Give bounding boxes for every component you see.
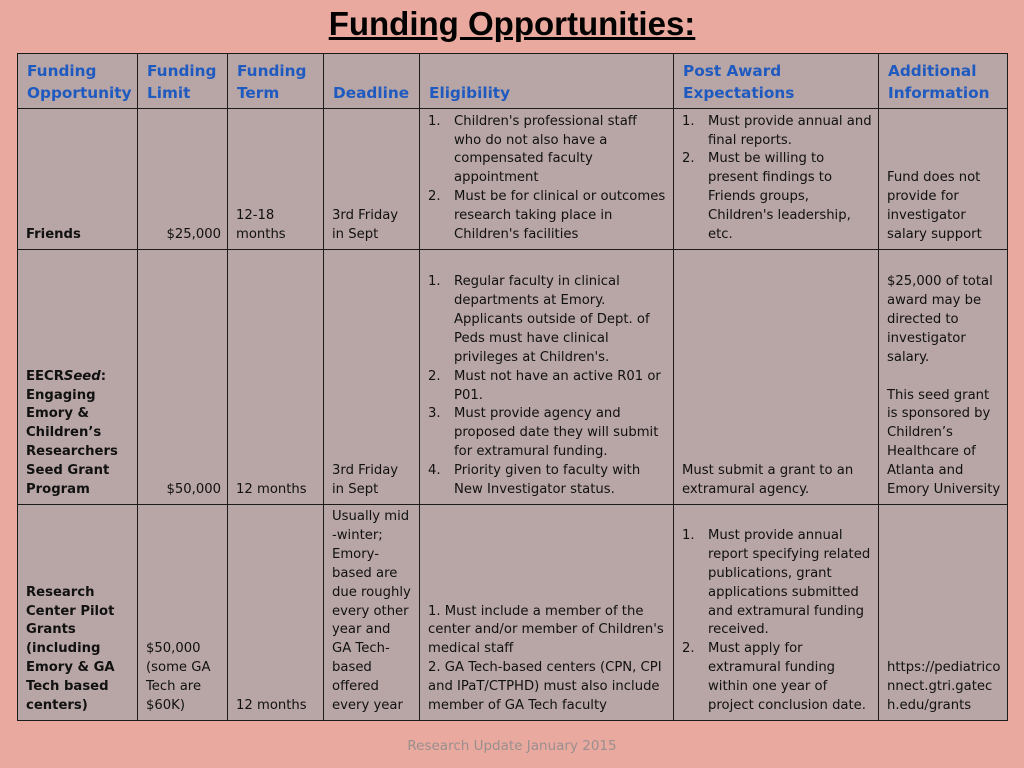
deadline-cell: 3rd Friday in Sept: [324, 250, 420, 505]
page-title: Funding Opportunities:: [328, 5, 696, 42]
header-post-award-expectations: Post Award Expectations: [674, 54, 879, 109]
expectations-cell: [674, 109, 879, 250]
header-row: [18, 54, 1008, 109]
limit-cell: $25,000: [138, 109, 228, 250]
list-item: 2. Must be for clinical or outcomes research taking place in Children's facilities: [428, 189, 666, 243]
term-cell: 12 months: [228, 250, 324, 505]
limit-cell: $50,000 (some GA Tech are $60K): [138, 505, 228, 721]
additional-cell: https://pediatriconnect.gtri.gatech.edu/grants: [879, 505, 1008, 721]
list-item: 1. Must provide annual and final reports.: [682, 113, 872, 148]
list-item: 2. Must not have an active R01 or P01.: [428, 368, 661, 403]
term-cell: 12 months: [228, 505, 324, 721]
expectations-cell: Must submit a grant to an extramural agency.: [674, 250, 879, 505]
list-item: 2. Must apply for extramural funding within one year of project conclusion date.: [682, 641, 866, 714]
funding-table: [17, 53, 1008, 721]
expectations-list: [682, 527, 872, 716]
table-row: [18, 505, 1008, 721]
eligibility-list: [428, 113, 667, 245]
opportunity-cell: EECRSeed: Engaging Emory & Children’s Researchers Seed Grant Program: [18, 250, 138, 505]
opportunity-cell: Research Center Pilot Grants (including Emory & GA Tech based centers): [18, 505, 138, 721]
header-deadline: Deadline: [324, 54, 420, 109]
eligibility-list: [428, 273, 667, 500]
list-item: 4. Priority given to faculty with New Investigator status.: [428, 463, 641, 498]
list-item: 1. Regular faculty in clinical departments at Emory. Applicants outside of Dept. of Peds must have clinical privileges at Children's.: [428, 274, 650, 365]
eligibility-cell: [420, 250, 674, 505]
additional-cell: Fund does not provide for investigator salary support: [879, 109, 1008, 250]
list-item: 1. Children's professional staff who do not also have a compensated faculty appointment: [428, 113, 637, 186]
header-funding-limit: Funding Limit: [138, 54, 228, 109]
list-item: 3. Must provide agency and proposed date they will submit for extramural funding.: [428, 406, 659, 460]
eligibility-item: 2. GA Tech-based centers (CPN, CPI and IPaT/CTPHD) must also include member of GA Tech faculty: [428, 660, 662, 714]
list-item: 1. Must provide annual report specifying related publications, grant applications submitted and extramural funding received.: [682, 527, 871, 638]
term-cell: 12-18 months: [228, 109, 324, 250]
opportunity-cell: Friends: [18, 109, 138, 250]
additional-salary-note: $25,000 of total award may be directed to investigator salary.: [887, 274, 993, 365]
header-funding-term: Funding Term: [228, 54, 324, 109]
table-row: [18, 109, 1008, 250]
footer-text: Research Update January 2015: [407, 738, 617, 754]
table-row: [18, 250, 1008, 505]
additional-sponsor-note: This seed grant is sponsored by Children’s Healthcare of Atlanta and Emory University: [887, 387, 1001, 498]
list-item: 2. Must be willing to present findings to Friends groups, Children's leadership, etc.: [682, 151, 851, 243]
eligibility-cell: [420, 109, 674, 250]
deadline-cell: Usually mid -winter; Emory-based are due roughly every other year and GA Tech-based offered every year: [324, 505, 420, 721]
expectations-list: [682, 113, 872, 245]
deadline-cell: 3rd Friday in Sept: [324, 109, 420, 250]
eligibility-cell: [420, 505, 674, 721]
expectations-cell: [674, 505, 879, 721]
additional-cell: [879, 250, 1008, 505]
header-funding-opportunity: Funding Opportunity: [18, 54, 138, 109]
header-additional-information: Additional Information: [879, 54, 1008, 109]
limit-cell: $50,000: [138, 250, 228, 505]
eligibility-item: 1. Must include a member of the center and/or member of Children's medical staff: [428, 603, 664, 657]
header-eligibility: Eligibility: [420, 54, 674, 109]
